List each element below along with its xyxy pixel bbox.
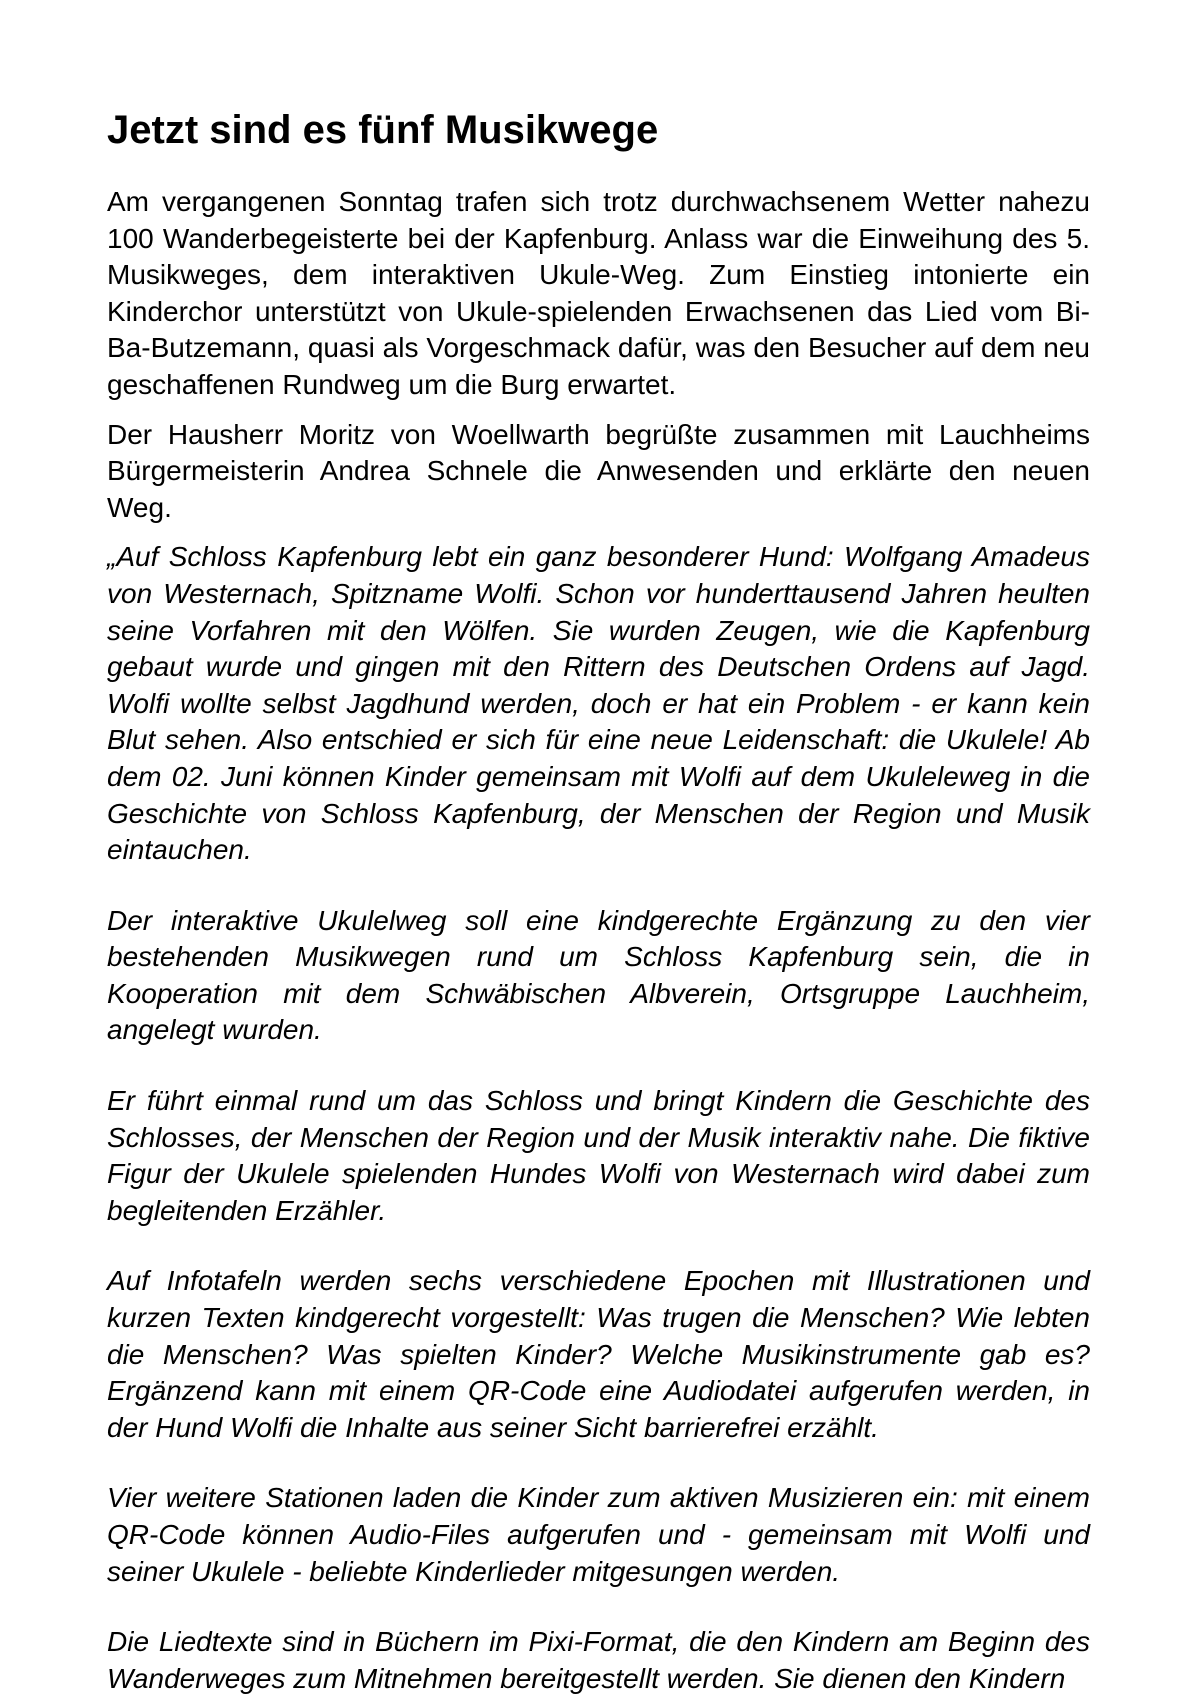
document-title: Jetzt sind es fünf Musikwege xyxy=(107,108,659,152)
paragraph-infotafeln: Auf Infotafeln werden sechs verschiedene Epochen mit Illustrationen und kurzen Texten kindgerecht vorgestellt: Was trugen die Menschen? Wie lebten die Menschen? Was spielten Kinder? Welche Musikinstrumente gab es? Ergänzend kann mit einem QR-Code eine Audiodatei aufgerufen werden, in der Hund Wolfi die Inhalte aus seiner Sicht barrierefrei erzählt. xyxy=(107,1265,1090,1443)
paragraph-ukulelweg-ergaenzung: Der interaktive Ukulelweg soll eine kindgerechte Ergänzung zu den vier bestehenden Musikwegen rund um Schloss Kapfenburg sein, die in Kooperation mit dem Schwäbischen Albverein, Ortsgruppe Lauchheim, angelegt wurden. xyxy=(107,904,1090,1046)
paragraph-quote-wolfi: „Auf Schloss Kapfenburg lebt ein ganz besonderer Hund: Wolfgang Amadeus von Westernach, Spitzname Wolfi. Schon vor hunderttausend Jahren heulten seine Vorfahren mit den Wölfen. Sie wurden Zeugen, wie die Kapfenburg gebaut wurde und gingen mit den Rittern des Deutschen Ordens auf Jagd. Wolfi wollte selbst Jagdhund werden, doch er hat ein Problem - er kann kein Blut sehen. Also entschied er sich für eine neue Leidenschaft: die Ukulele! Ab dem 02. Juni können Kinder gemeinsam mit Wolfi auf dem Ukuleleweg in die Geschichte von Schloss Kapfenburg, der Menschen der Region und Musik eintauchen. xyxy=(107,541,1090,866)
paragraph-greeting: Der Hausherr Moritz von Woellwarth begrüßte zusammen mit Lauchheims Bürgermeisterin Andrea Schnele die Anwesenden und erklärte den neuen Weg. xyxy=(107,418,1090,523)
paragraph-liedtexte: Die Liedtexte sind in Büchern im Pixi-Format, die den Kindern am Beginn des Wanderweges zum Mitnehmen bereitgestellt werden. Sie dienen den Kindern xyxy=(107,1626,1090,1694)
paragraph-stationen: Vier weitere Stationen laden die Kinder zum aktiven Musizieren ein: mit einem QR-Code können Audio-Files aufgerufen und - gemeinsam mit Wolfi und seiner Ukulele - beliebte Kinderlieder mitgesungen werden. xyxy=(107,1482,1090,1587)
paragraph-rundweg-beschreibung: Er führt einmal rund um das Schloss und bringt Kindern die Geschichte des Schlosses, der Menschen der Region und der Musik interaktiv nahe. Die fiktive Figur der Ukulele spielenden Hundes Wolfi von Westernach wird dabei zum begleitenden Erzähler. xyxy=(107,1085,1090,1226)
paragraph-intro: Am vergangenen Sonntag trafen sich trotz durchwachsenem Wetter nahezu 100 Wanderbegeisterte bei der Kapfenburg. Anlass war die Einweihung des 5. Musikweges, dem interaktiven Ukule-Weg. Zum Einstieg intonierte ein Kinderchor unterstützt von Ukule-spielenden Erwachsenen das Lied vom Bi-Ba-Butzemann, quasi als Vorgeschmack dafür, was den Besucher auf dem neu geschaffenen Rundweg um die Burg erwartet. xyxy=(107,186,1090,400)
